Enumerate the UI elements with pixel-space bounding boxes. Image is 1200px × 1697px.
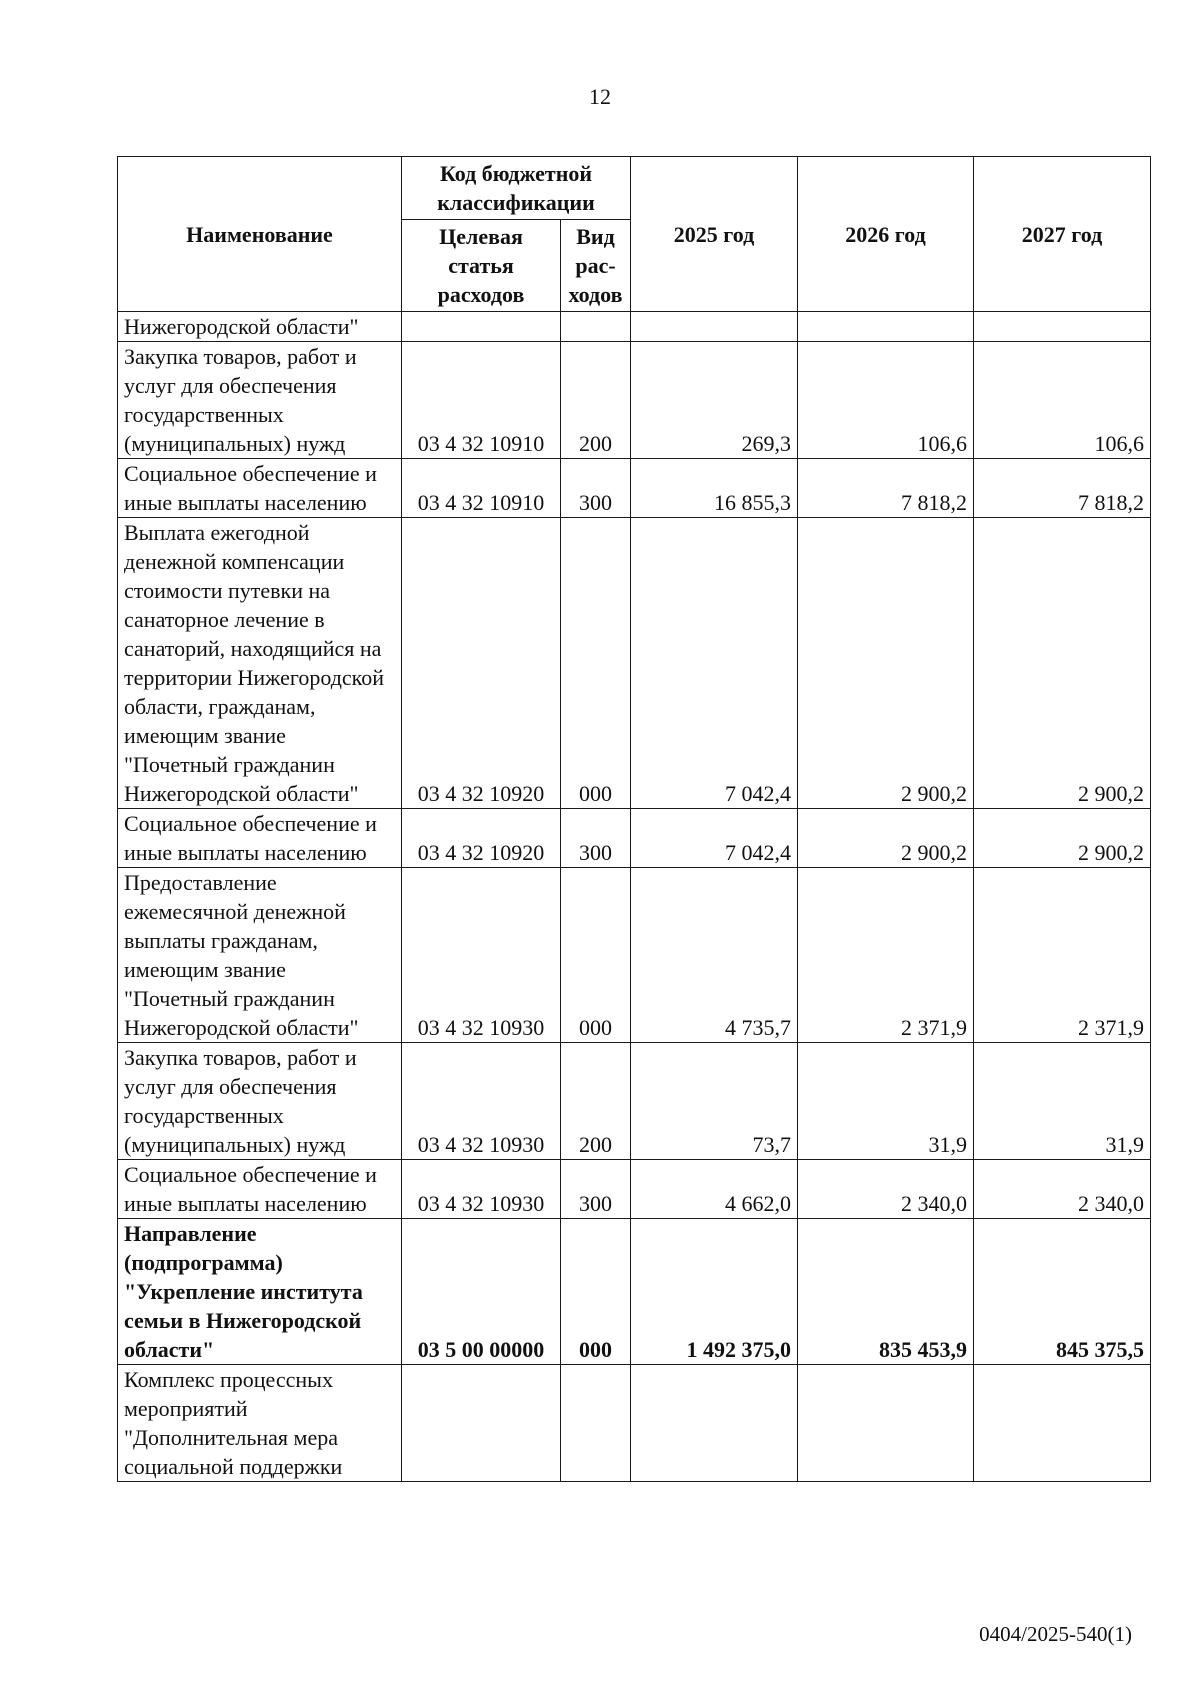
row-code: 03 4 32 10910 <box>402 342 561 459</box>
row-2026: 835 453,9 <box>798 1219 974 1365</box>
row-2027 <box>974 312 1151 342</box>
row-kind: 300 <box>561 809 631 868</box>
row-2027: 845 375,5 <box>974 1219 1151 1365</box>
row-2027: 106,6 <box>974 342 1151 459</box>
row-2026: 2 900,2 <box>798 518 974 809</box>
table-row <box>118 518 1151 809</box>
row-2025: 4 735,7 <box>631 868 798 1043</box>
row-2027: 2 340,0 <box>974 1160 1151 1219</box>
table-row <box>118 342 1151 459</box>
row-code <box>402 312 561 342</box>
header-2025: 2025 год <box>631 157 798 312</box>
row-2026: 2 900,2 <box>798 809 974 868</box>
row-kind <box>561 1365 631 1482</box>
header-2027: 2027 год <box>974 157 1151 312</box>
row-kind: 000 <box>561 868 631 1043</box>
row-kind: 000 <box>561 518 631 809</box>
header-2026: 2026 год <box>798 157 974 312</box>
row-name: Выплата ежегодной денежной компенсации стоимости путевки на санаторное лечение в санаторий, находящийся на территории Нижегородской области, гражданам, имеющим звание "Почетный гражданин Нижегородской области" <box>118 518 402 809</box>
row-name: Нижегородской области" <box>118 312 402 342</box>
row-name: Социальное обеспечение и иные выплаты населению <box>118 809 402 868</box>
row-2027: 2 900,2 <box>974 809 1151 868</box>
row-2026: 106,6 <box>798 342 974 459</box>
header-target: Целевая статья расходов <box>402 220 561 312</box>
table-header-row <box>118 157 1151 220</box>
row-kind: 300 <box>561 1160 631 1219</box>
header-kind: Вид рас-ходов <box>561 220 631 312</box>
row-2026: 7 818,2 <box>798 459 974 518</box>
table-row <box>118 1043 1151 1160</box>
row-2027 <box>974 1365 1151 1482</box>
table-row <box>118 459 1151 518</box>
row-2027: 2 900,2 <box>974 518 1151 809</box>
row-kind: 300 <box>561 459 631 518</box>
row-2027: 7 818,2 <box>974 459 1151 518</box>
row-name: Комплекс процессных мероприятий "Дополнительная мера социальной поддержки <box>118 1365 402 1482</box>
row-kind: 200 <box>561 1043 631 1160</box>
row-2025: 1 492 375,0 <box>631 1219 798 1365</box>
row-kind: 200 <box>561 342 631 459</box>
header-code-group: Код бюджетной классификации <box>402 157 631 220</box>
table-row <box>118 809 1151 868</box>
row-name: Социальное обеспечение и иные выплаты населению <box>118 459 402 518</box>
row-kind <box>561 312 631 342</box>
row-2026: 2 340,0 <box>798 1160 974 1219</box>
table-row <box>118 1365 1151 1482</box>
row-2025: 4 662,0 <box>631 1160 798 1219</box>
table-row <box>118 1160 1151 1219</box>
row-code: 03 4 32 10920 <box>402 518 561 809</box>
row-code: 03 4 32 10930 <box>402 1160 561 1219</box>
row-name: Закупка товаров, работ и услуг для обеспечения государственных (муниципальных) нужд <box>118 342 402 459</box>
row-2025: 7 042,4 <box>631 518 798 809</box>
row-2026 <box>798 312 974 342</box>
row-code: 03 4 32 10930 <box>402 868 561 1043</box>
row-2027: 2 371,9 <box>974 868 1151 1043</box>
row-2025: 73,7 <box>631 1043 798 1160</box>
row-2025: 16 855,3 <box>631 459 798 518</box>
table-row <box>118 868 1151 1043</box>
row-2025 <box>631 312 798 342</box>
table-row <box>118 312 1151 342</box>
row-2025: 269,3 <box>631 342 798 459</box>
row-kind: 000 <box>561 1219 631 1365</box>
page-number: 12 <box>589 84 611 109</box>
document-number: 0404/2025-540(1) <box>979 1622 1132 1646</box>
row-code: 03 5 00 00000 <box>402 1219 561 1365</box>
row-code: 03 4 32 10930 <box>402 1043 561 1160</box>
row-2027: 31,9 <box>974 1043 1151 1160</box>
row-2026 <box>798 1365 974 1482</box>
header-name: Наименование <box>118 157 402 312</box>
row-code <box>402 1365 561 1482</box>
row-2025: 7 042,4 <box>631 809 798 868</box>
row-code: 03 4 32 10910 <box>402 459 561 518</box>
row-2026: 2 371,9 <box>798 868 974 1043</box>
row-name: Социальное обеспечение и иные выплаты населению <box>118 1160 402 1219</box>
row-name: Направление (подпрограмма) "Укрепление института семьи в Нижегородской области" <box>118 1219 402 1365</box>
budget-table <box>117 156 1151 1482</box>
row-code: 03 4 32 10920 <box>402 809 561 868</box>
row-name: Предоставление ежемесячной денежной выплаты гражданам, имеющим звание "Почетный гражданин Нижегородской области" <box>118 868 402 1043</box>
row-name: Закупка товаров, работ и услуг для обеспечения государственных (муниципальных) нужд <box>118 1043 402 1160</box>
row-2026: 31,9 <box>798 1043 974 1160</box>
table-row-subprogram <box>118 1219 1151 1365</box>
row-2025 <box>631 1365 798 1482</box>
